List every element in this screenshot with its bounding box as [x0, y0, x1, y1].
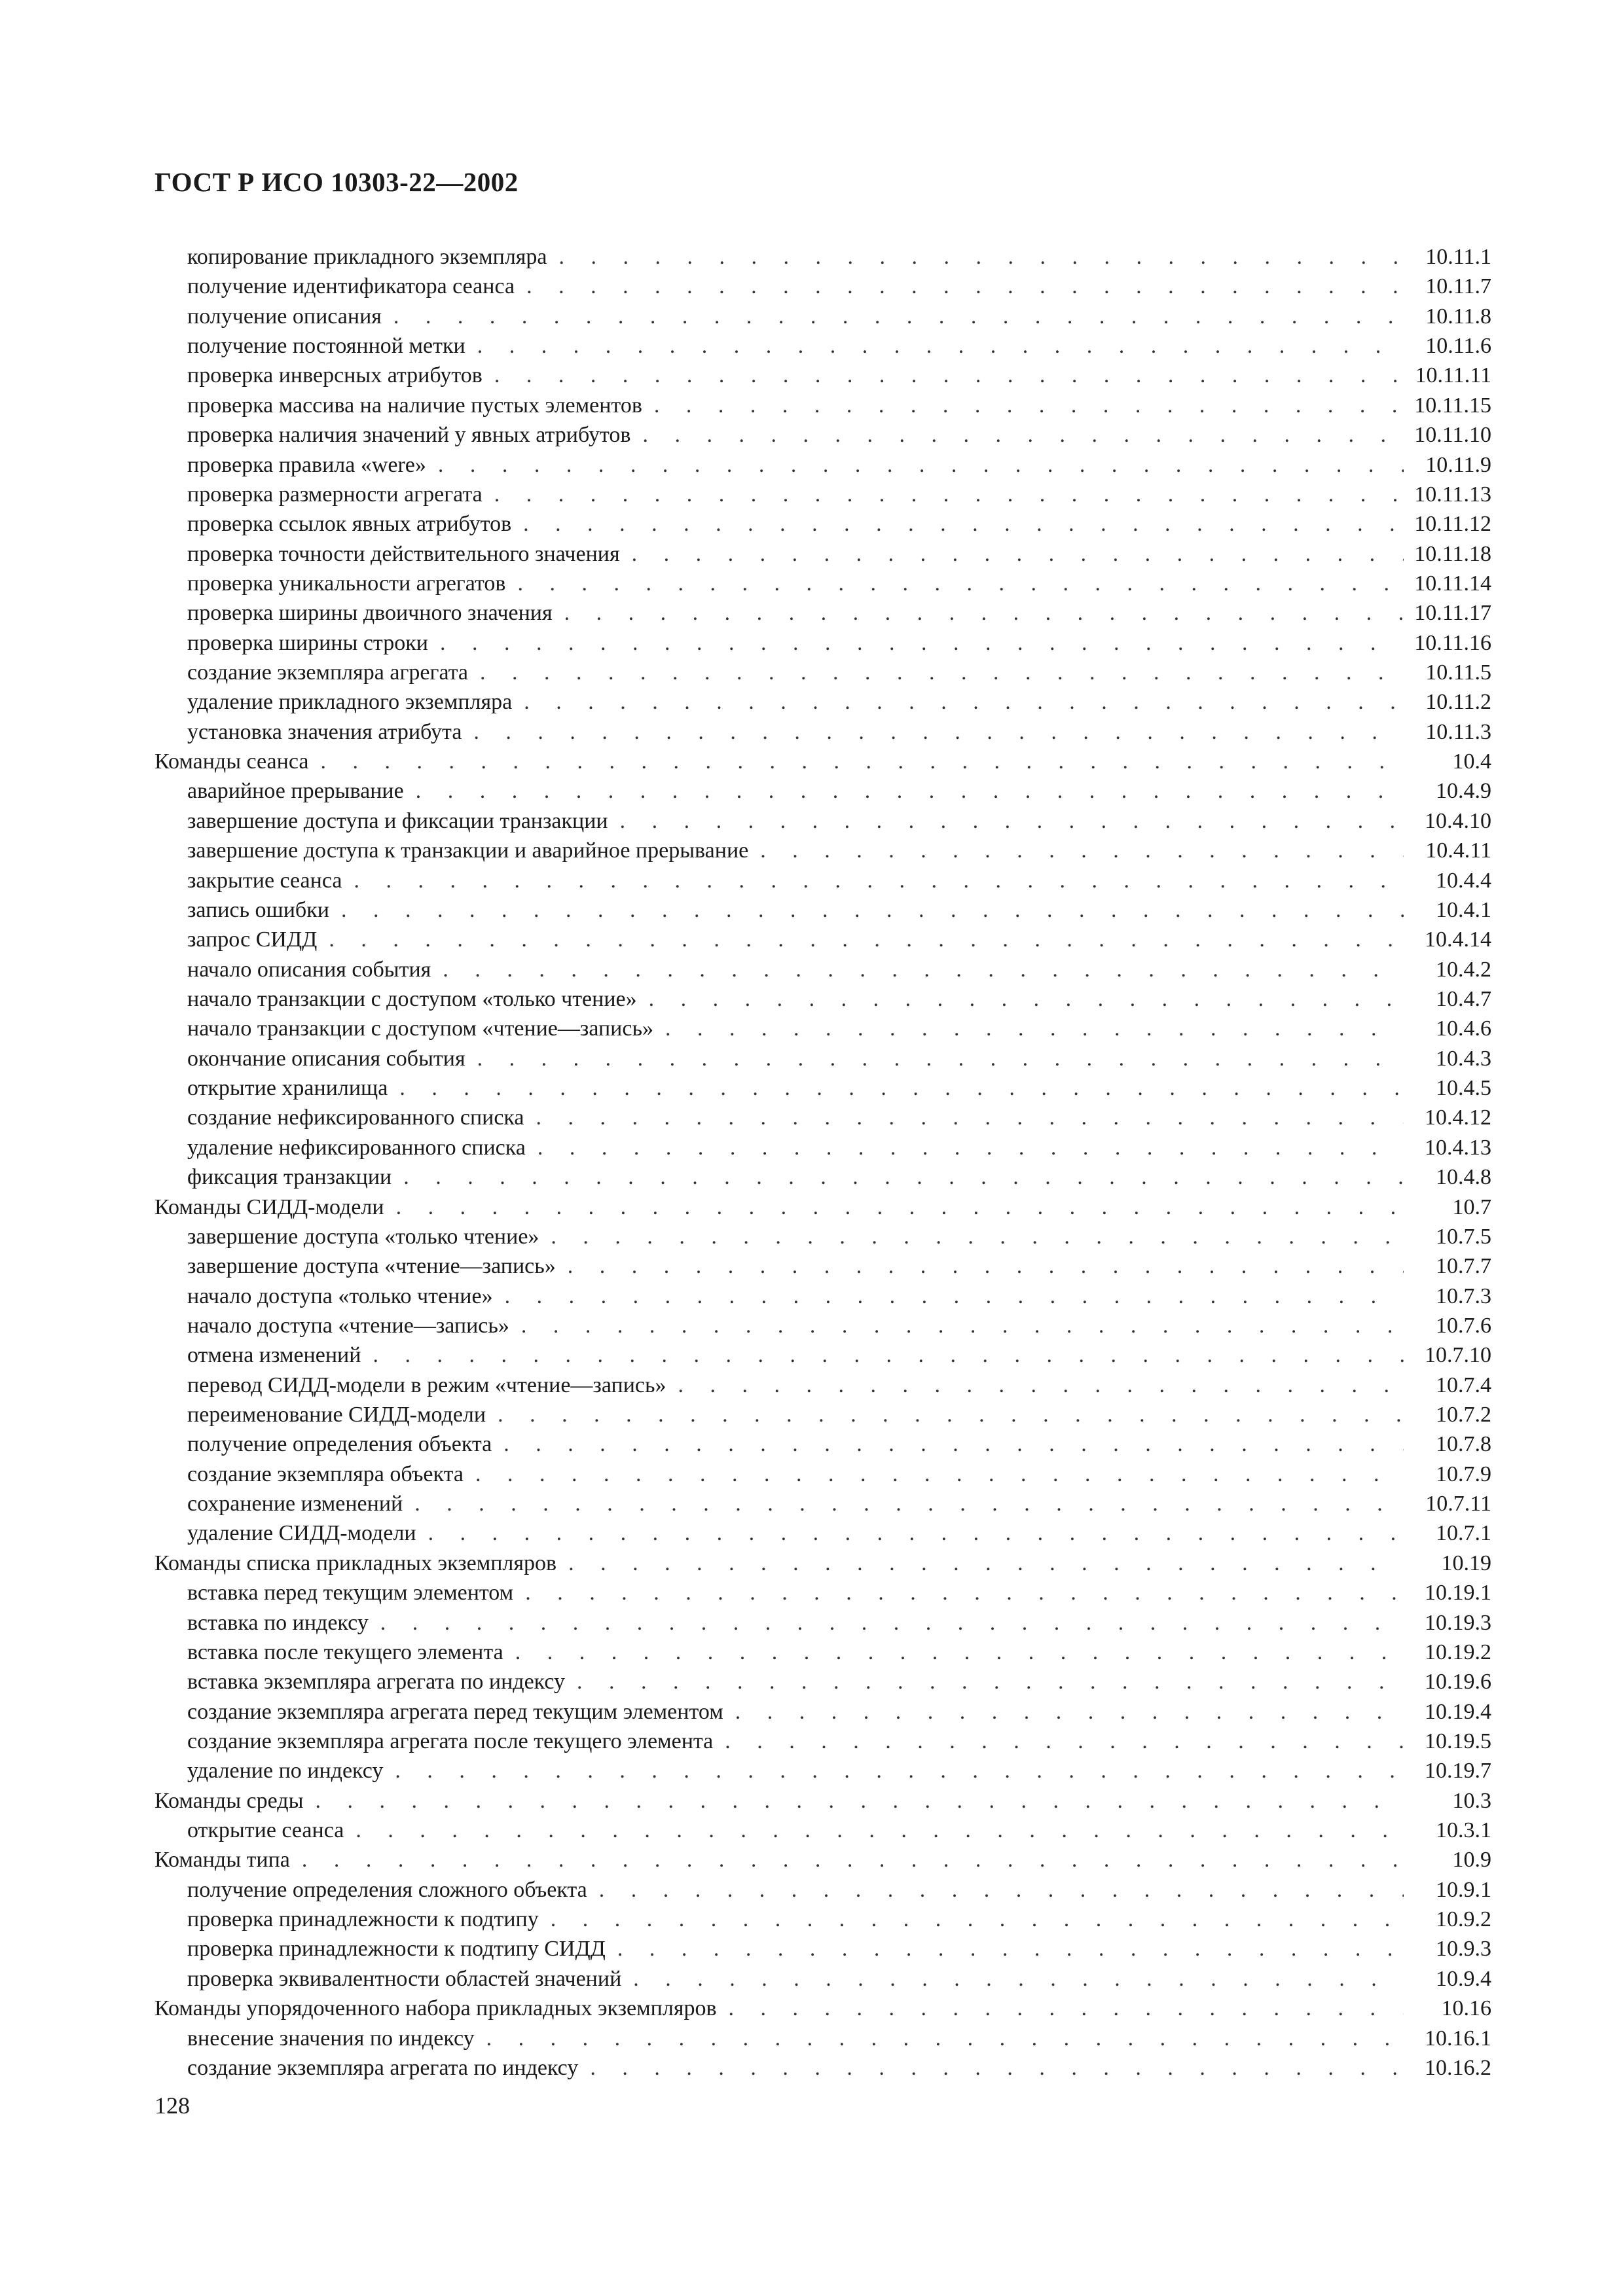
- index-entry-reference: 10.11.9: [1425, 452, 1491, 477]
- index-entry-label: проверка размерности агрегата: [187, 482, 483, 507]
- index-entry: [155, 1103, 1491, 1132]
- index-entry-label: Команды СИДД-модели: [155, 1194, 384, 1219]
- index-entry-reference: 10.4: [1452, 749, 1491, 774]
- index-entry: [155, 450, 1491, 480]
- dot-leader: [494, 361, 1404, 390]
- index-entry-reference: 10.19.7: [1425, 1759, 1491, 1784]
- dot-leader: [393, 302, 1404, 331]
- dot-leader: [416, 776, 1404, 806]
- index-entry-label: копирование прикладного экземпляра: [187, 245, 547, 269]
- index-entry: [155, 539, 1491, 569]
- index-entry-label: переименование СИДД-модели: [187, 1403, 486, 1427]
- index-entry-reference: 10.11.14: [1414, 571, 1491, 596]
- index-entry-label: установка значения атрибута: [187, 719, 462, 744]
- index-entry: [155, 480, 1491, 509]
- index-entry-reference: 10.4.5: [1436, 1076, 1491, 1101]
- index-entry-reference: 10.11.10: [1414, 423, 1491, 448]
- index-entry: [155, 1251, 1491, 1281]
- index-entry-reference: 10.7.7: [1436, 1254, 1491, 1279]
- index-entry: [155, 569, 1491, 598]
- index-entry: [155, 1578, 1491, 1607]
- index-entry-label: вставка перед текущим элементом: [187, 1581, 514, 1605]
- dot-leader: [654, 391, 1404, 420]
- dot-leader: [568, 1549, 1404, 1578]
- index-entry: [155, 1460, 1491, 1489]
- dot-leader: [373, 1340, 1404, 1370]
- index-entry-label: проверка принадлежности к подтипу СИДД: [187, 1937, 606, 1962]
- index-entry-label: получение определения объекта: [187, 1432, 492, 1457]
- dot-leader: [505, 1282, 1404, 1311]
- index-entry-reference: 10.11.16: [1414, 630, 1491, 655]
- index-entry-reference: 10.7.9: [1436, 1462, 1491, 1486]
- index-entry-label: получение определения сложного объекта: [187, 1877, 587, 1902]
- index-entry-label: вставка после текущего элемента: [187, 1640, 503, 1664]
- index-entry: [155, 717, 1491, 747]
- index-entry-label: проверка точности действительного значения: [187, 541, 620, 566]
- index-entry: [155, 331, 1491, 361]
- index-entry-reference: 10.9.3: [1436, 1937, 1491, 1962]
- index-entry-reference: 10.11.11: [1415, 363, 1491, 388]
- index-entry: [155, 1162, 1491, 1192]
- index-entry: [155, 1222, 1491, 1251]
- index-entry-label: открытие сеанса: [187, 1818, 344, 1843]
- dot-leader: [521, 1311, 1404, 1340]
- index-entry: [155, 1429, 1491, 1459]
- index-entry: [155, 1756, 1491, 1785]
- index-entry-reference: 10.11.18: [1414, 541, 1491, 566]
- index-entry-label: открытие хранилища: [187, 1076, 388, 1101]
- page-number: 128: [155, 2092, 190, 2119]
- dot-leader: [551, 1905, 1404, 1934]
- index-entry: [155, 391, 1491, 420]
- index-entry-reference: 10.7.1: [1436, 1521, 1491, 1546]
- dot-leader: [329, 925, 1404, 954]
- index-entry-reference: 10.4.4: [1436, 868, 1491, 893]
- dot-leader: [649, 984, 1404, 1014]
- index-entry: [155, 1638, 1491, 1667]
- dot-leader: [524, 687, 1404, 717]
- index-entry: [155, 1311, 1491, 1340]
- dot-leader: [438, 450, 1404, 480]
- index-entry: [155, 1044, 1491, 1073]
- index-entry-reference: 10.11.15: [1414, 393, 1491, 418]
- index-section-heading: [155, 747, 1491, 776]
- index-entry-label: завершение доступа «только чтение»: [187, 1224, 539, 1249]
- index-entry-reference: 10.3.1: [1436, 1818, 1491, 1843]
- index-entry-label: удаление СИДД-модели: [187, 1521, 416, 1546]
- index-entry-label: перевод СИДД-модели в режим «чтение—запись»: [187, 1372, 666, 1397]
- index-entry-label: вставка экземпляра агрегата по индексу: [187, 1670, 565, 1695]
- index-entry-reference: 10.7: [1452, 1194, 1491, 1219]
- index-entry-label: удаление нефиксированного списка: [187, 1135, 526, 1160]
- dot-leader: [354, 866, 1404, 895]
- index-entry-reference: 10.4.1: [1436, 897, 1491, 922]
- index-entry-reference: 10.7.3: [1436, 1283, 1491, 1308]
- index-entry-label: завершение доступа «чтение—запись»: [187, 1254, 556, 1279]
- index-entry-reference: 10.19.6: [1425, 1670, 1491, 1695]
- index-entry-reference: 10.16.2: [1425, 2055, 1491, 2080]
- index-entry-label: отмена изменений: [187, 1343, 361, 1368]
- index-entry-label: начало описания события: [187, 957, 431, 982]
- dot-leader: [735, 1697, 1404, 1727]
- dot-leader: [403, 1162, 1404, 1192]
- dot-leader: [617, 1934, 1404, 1964]
- index-entry-reference: 10.16.1: [1425, 2026, 1491, 2051]
- index-entry: [155, 420, 1491, 450]
- index-entry-reference: 10.9.4: [1436, 1966, 1491, 1991]
- index-entry-label: проверка принадлежности к подтипу: [187, 1907, 539, 1932]
- index-entry-reference: 10.19.1: [1425, 1581, 1491, 1605]
- index-entry-label: вставка по индексу: [187, 1610, 369, 1635]
- index-entry-label: проверка эквивалентности областей значений: [187, 1966, 622, 1991]
- index-entry-label: фиксация транзакции: [187, 1165, 392, 1190]
- index-entry-label: начало доступа «чтение—запись»: [187, 1313, 509, 1338]
- index-entry-reference: 10.7.4: [1436, 1372, 1491, 1397]
- index-entry-label: проверка ширины двоичного значения: [187, 601, 553, 626]
- index-entry-label: начало транзакции с доступом «чтение—запись»: [187, 1016, 653, 1041]
- index-entry-label: удаление по индексу: [187, 1759, 384, 1784]
- index-entry: [155, 509, 1491, 539]
- index-entry-reference: 10.7.6: [1436, 1313, 1491, 1338]
- index-entry-label: Команды типа: [155, 1848, 290, 1873]
- index-entry: [155, 1400, 1491, 1429]
- index-section-heading: [155, 1786, 1491, 1816]
- dot-leader: [356, 1816, 1404, 1845]
- index-entry-label: завершение доступа к транзакции и аварийное прерывание: [187, 838, 749, 863]
- dot-leader: [315, 1786, 1404, 1816]
- index-entry-reference: 10.4.7: [1436, 986, 1491, 1011]
- index-entry-reference: 10.9.2: [1436, 1907, 1491, 1932]
- dot-leader: [443, 955, 1404, 984]
- index-entry-reference: 10.7.5: [1436, 1224, 1491, 1249]
- dot-leader: [590, 2053, 1404, 2083]
- index-entry-reference: 10.4.10: [1425, 808, 1491, 833]
- index-entry: [155, 2024, 1491, 2053]
- document-header: ГОСТ Р ИСО 10303-22—2002: [155, 167, 519, 197]
- index-entry: [155, 272, 1491, 301]
- index-entry-label: создание экземпляра агрегата: [187, 660, 469, 685]
- index-entry-label: проверка наличия значений у явных атрибутов: [187, 423, 631, 448]
- index-entry-reference: 10.11.3: [1425, 719, 1491, 744]
- dot-leader: [536, 1103, 1404, 1132]
- index-section-heading: [155, 1549, 1491, 1578]
- index-entry: [155, 1608, 1491, 1638]
- dot-leader: [525, 1578, 1404, 1607]
- dot-leader: [414, 1489, 1404, 1518]
- dot-leader: [526, 272, 1404, 301]
- dot-leader: [760, 836, 1404, 865]
- index-entry-reference: 10.7.11: [1425, 1492, 1491, 1516]
- dot-leader: [517, 569, 1404, 598]
- index-entry: [155, 242, 1491, 272]
- index-entry-reference: 10.11.13: [1414, 482, 1491, 507]
- dot-leader: [473, 717, 1404, 747]
- index-entry-reference: 10.11.8: [1425, 304, 1491, 329]
- index-entry-reference: 10.19.4: [1425, 1699, 1491, 1724]
- index-entry-label: проверка правила «were»: [187, 452, 426, 477]
- dot-leader: [564, 598, 1404, 628]
- index-entry: [155, 1875, 1491, 1905]
- index-entry: [155, 955, 1491, 984]
- index-entry-label: закрытие сеанса: [187, 868, 342, 893]
- index-entry: [155, 658, 1491, 687]
- index-entry: [155, 1340, 1491, 1370]
- dot-leader: [538, 1133, 1404, 1162]
- index-entry: [155, 1964, 1491, 1994]
- index-entry-reference: 10.16: [1441, 1996, 1491, 2021]
- index-entry: [155, 925, 1491, 954]
- index-entry-label: Команды среды: [155, 1788, 304, 1813]
- index-entry: [155, 1489, 1491, 1518]
- index-entry-label: проверка массива на наличие пустых элементов: [187, 393, 642, 418]
- dot-leader: [498, 1400, 1404, 1429]
- index-entry-reference: 10.9: [1452, 1848, 1491, 1873]
- index-entry: [155, 1282, 1491, 1311]
- dot-leader: [568, 1251, 1404, 1281]
- index-entry-reference: 10.4.9: [1436, 779, 1491, 804]
- index-entry: [155, 302, 1491, 331]
- index-entry: [155, 628, 1491, 658]
- dot-leader: [428, 1518, 1404, 1548]
- index-entry-reference: 10.4.2: [1436, 957, 1491, 982]
- dot-leader: [678, 1371, 1404, 1400]
- dot-leader: [599, 1875, 1404, 1905]
- index-entry-reference: 10.4.6: [1436, 1016, 1491, 1041]
- index-entry-reference: 10.4.14: [1425, 927, 1491, 952]
- index-entry-label: проверка уникальности агрегатов: [187, 571, 506, 596]
- index-entry-label: проверка инверсных атрибутов: [187, 363, 483, 388]
- index-entry-label: получение идентификатора сеанса: [187, 274, 515, 299]
- index-entry: [155, 1518, 1491, 1548]
- index-entry: [155, 806, 1491, 836]
- index-entry-label: сохранение изменений: [187, 1492, 403, 1516]
- index-entry-label: Команды упорядоченного набора прикладных экземпляров: [155, 1996, 717, 2021]
- index-entry-label: создание экземпляра агрегата перед текущим элементом: [187, 1699, 723, 1724]
- dot-leader: [523, 509, 1404, 539]
- index-entry: [155, 836, 1491, 865]
- index-entry-reference: 10.11.1: [1425, 245, 1491, 269]
- index-entry-label: создание экземпляра объекта: [187, 1462, 464, 1486]
- index-entry-reference: 10.7.2: [1436, 1403, 1491, 1427]
- index-entry-label: проверка ширины строки: [187, 630, 428, 655]
- index-entry-reference: 10.7.8: [1436, 1432, 1491, 1457]
- index-entry-label: внесение значения по индексу: [187, 2026, 475, 2051]
- index-entry: [155, 1905, 1491, 1934]
- index-entry: [155, 361, 1491, 390]
- index-entry-label: создание экземпляра агрегата по индексу: [187, 2055, 579, 2080]
- index-entry-reference: 10.4.13: [1425, 1135, 1491, 1160]
- dot-leader: [503, 1429, 1404, 1459]
- index-list: [155, 242, 1491, 2083]
- dot-leader: [477, 1044, 1404, 1073]
- index-entry: [155, 687, 1491, 717]
- dot-leader: [399, 1073, 1404, 1103]
- dot-leader: [729, 1994, 1404, 2023]
- index-entry-label: проверка ссылок явных атрибутов: [187, 512, 512, 537]
- index-entry-label: запись ошибки: [187, 897, 329, 922]
- dot-leader: [480, 658, 1404, 687]
- index-entry: [155, 984, 1491, 1014]
- index-entry-label: получение постоянной метки: [187, 334, 465, 359]
- dot-leader: [642, 420, 1404, 450]
- index-entry: [155, 2053, 1491, 2083]
- index-entry-reference: 10.19: [1441, 1551, 1491, 1575]
- index-entry-label: создание экземпляра агрегата после текущего элемента: [187, 1729, 714, 1753]
- index-entry-label: Команды сеанса: [155, 749, 309, 774]
- index-entry-label: окончание описания события: [187, 1046, 465, 1071]
- dot-leader: [396, 1193, 1404, 1222]
- index-entry-label: начало доступа «только чтение»: [187, 1283, 493, 1308]
- dot-leader: [380, 1608, 1404, 1638]
- index-entry: [155, 895, 1491, 925]
- index-entry-reference: 10.11.6: [1425, 334, 1491, 359]
- index-entry-reference: 10.4.8: [1436, 1165, 1491, 1190]
- dot-leader: [341, 895, 1404, 925]
- index-entry: [155, 1934, 1491, 1964]
- index-entry-reference: 10.19.3: [1425, 1610, 1491, 1635]
- index-entry-reference: 10.19.5: [1425, 1729, 1491, 1753]
- dot-leader: [620, 806, 1404, 836]
- index-entry: [155, 1697, 1491, 1727]
- index-section-heading: [155, 1994, 1491, 2023]
- index-entry-label: создание нефиксированного списка: [187, 1105, 524, 1130]
- index-entry: [155, 776, 1491, 806]
- index-entry-reference: 10.3: [1452, 1788, 1491, 1813]
- dot-leader: [395, 1756, 1404, 1785]
- index-entry-reference: 10.11.7: [1425, 274, 1491, 299]
- index-entry-reference: 10.9.1: [1436, 1877, 1491, 1902]
- index-entry-label: удаление прикладного экземпляра: [187, 690, 513, 715]
- index-entry-label: Команды списка прикладных экземпляров: [155, 1551, 557, 1575]
- index-entry: [155, 1371, 1491, 1400]
- index-entry-reference: 10.4.11: [1425, 838, 1491, 863]
- index-entry: [155, 598, 1491, 628]
- index-entry: [155, 1133, 1491, 1162]
- dot-leader: [515, 1638, 1404, 1667]
- index-entry: [155, 1073, 1491, 1103]
- dot-leader: [633, 1964, 1404, 1994]
- dot-leader: [725, 1727, 1404, 1756]
- index-section-heading: [155, 1193, 1491, 1222]
- index-entry-reference: 10.4.3: [1436, 1046, 1491, 1071]
- dot-leader: [494, 480, 1404, 509]
- index-entry-reference: 10.11.12: [1414, 512, 1491, 537]
- dot-leader: [320, 747, 1404, 776]
- index-entry-label: завершение доступа и фиксации транзакции: [187, 808, 608, 833]
- index-entry-label: получение описания: [187, 304, 382, 329]
- dot-leader: [577, 1667, 1404, 1696]
- dot-leader: [665, 1014, 1404, 1043]
- dot-leader: [302, 1845, 1404, 1874]
- index-entry-reference: 10.7.10: [1425, 1343, 1491, 1368]
- index-entry-label: начало транзакции с доступом «только чтение»: [187, 986, 637, 1011]
- index-entry: [155, 1014, 1491, 1043]
- index-entry-label: запрос СИДД: [187, 927, 318, 952]
- index-entry: [155, 866, 1491, 895]
- dot-leader: [632, 539, 1404, 569]
- dot-leader: [440, 628, 1404, 658]
- dot-leader: [486, 2024, 1404, 2053]
- index-section-heading: [155, 1845, 1491, 1874]
- dot-leader: [559, 242, 1404, 272]
- dot-leader: [475, 1460, 1404, 1489]
- index-entry-reference: 10.11.5: [1425, 660, 1491, 685]
- index-entry: [155, 1667, 1491, 1696]
- index-entry: [155, 1727, 1491, 1756]
- index-entry-reference: 10.19.2: [1425, 1640, 1491, 1664]
- dot-leader: [477, 331, 1404, 361]
- index-entry: [155, 1816, 1491, 1845]
- index-entry-reference: 10.4.12: [1425, 1105, 1491, 1130]
- index-entry-reference: 10.11.2: [1425, 690, 1491, 715]
- dot-leader: [551, 1222, 1404, 1251]
- index-entry-label: аварийное прерывание: [187, 779, 404, 804]
- index-entry-reference: 10.11.17: [1414, 601, 1491, 626]
